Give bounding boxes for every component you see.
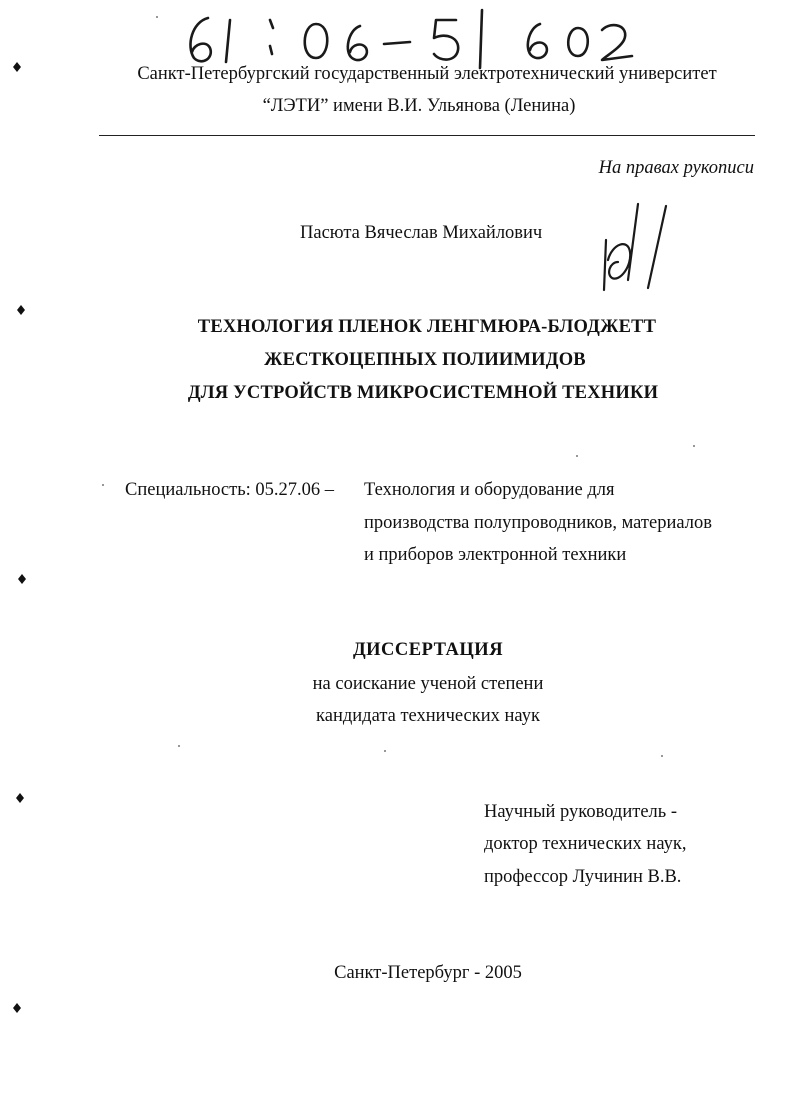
thesis-title-line-2: ЖЕСТКОЦЕПНЫХ ПОЛИИМИДОВ <box>264 350 586 370</box>
scan-speck <box>178 745 180 747</box>
advisor-line-3: профессор Лучинин В.В. <box>484 867 682 887</box>
specialty-description-line-1: Технология и оборудование для <box>364 480 615 500</box>
punch-mark-icon <box>13 62 21 72</box>
degree-line-2: кандидата технических наук <box>316 706 540 726</box>
header-divider <box>99 135 755 136</box>
specialty-description-line-2: производства полупроводников, материалов <box>364 513 712 533</box>
scan-speck <box>102 484 104 486</box>
scan-speck <box>384 750 386 752</box>
specialty-description-line-3: и приборов электронной техники <box>364 545 627 565</box>
specialty-label: Специальность: 05.27.06 – <box>125 480 335 500</box>
punch-mark-icon <box>13 1003 21 1013</box>
punch-mark-icon <box>16 793 24 803</box>
thesis-title-line-3: ДЛЯ УСТРОЙСТВ МИКРОСИСТЕМНОЙ ТЕХНИКИ <box>187 383 659 403</box>
punch-mark-icon <box>18 574 26 584</box>
advisor-line-2: доктор технических наук, <box>484 834 687 854</box>
scan-speck <box>661 755 663 757</box>
scan-speck <box>693 445 695 447</box>
handwritten-archive-code <box>178 6 648 70</box>
advisor-line-1: Научный руководитель - <box>484 802 677 822</box>
rights-note: На правах рукописи <box>598 158 754 178</box>
city-year: Санкт-Петербург - 2005 <box>334 963 522 983</box>
author-signature <box>598 200 678 295</box>
thesis-title-line-1: ТЕХНОЛОГИЯ ПЛЕНОК ЛЕНГМЮРА-БЛОДЖЕТТ <box>197 317 657 337</box>
scan-speck <box>576 455 578 457</box>
degree-line-1: на соискание ученой степени <box>312 674 544 694</box>
dissertation-heading: ДИССЕРТАЦИЯ <box>352 640 504 660</box>
author-name: Пасюта Вячеслав Михайлович <box>300 223 543 243</box>
university-subtitle: “ЛЭТИ” имени В.И. Ульянова (Ленина) <box>262 96 576 116</box>
university-name: Санкт-Петербургский государственный электротехнический университет <box>137 64 717 84</box>
scan-speck <box>156 16 158 18</box>
punch-mark-icon <box>17 305 25 315</box>
